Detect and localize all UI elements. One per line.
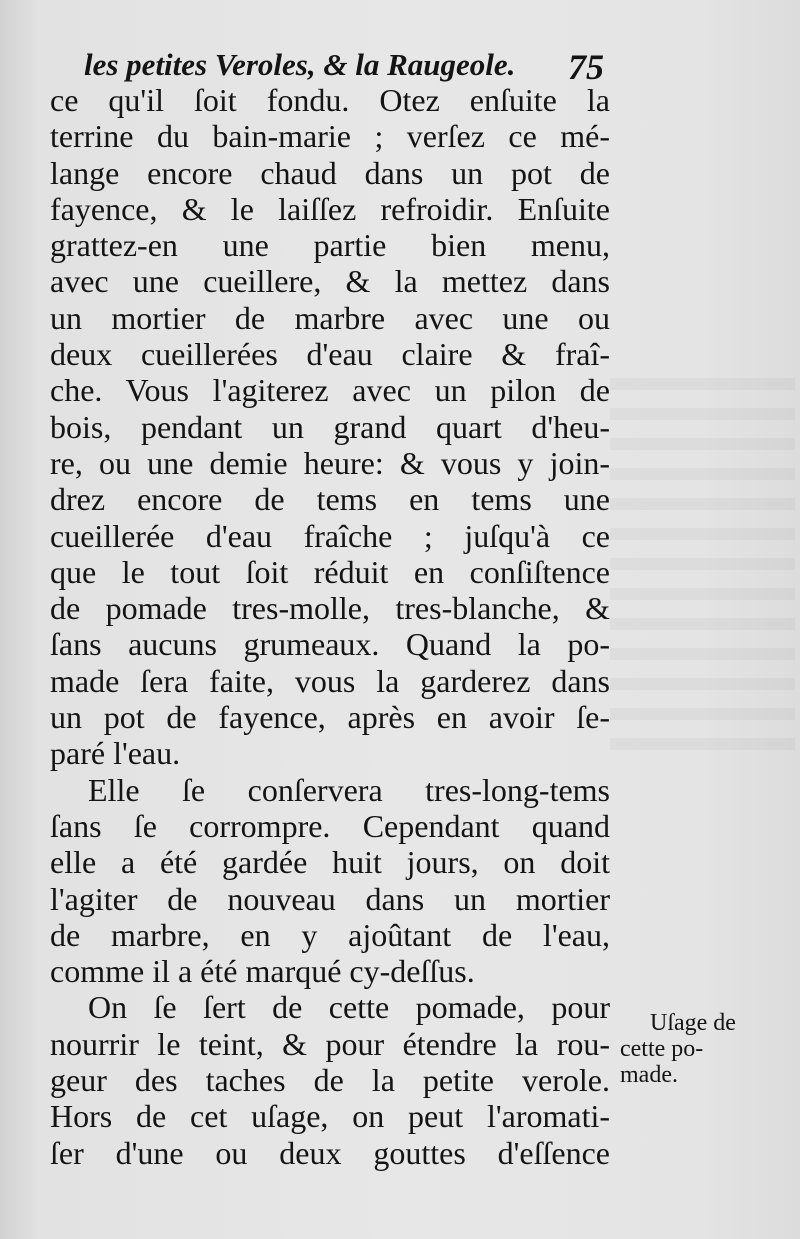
margin-note-line: Uſage de [650, 1010, 736, 1036]
text-line: geur des taches de la petite verole. [50, 1062, 610, 1099]
text-line: fayence, & le laiſſez refroidir. Enſuite [50, 190, 610, 227]
text-line: ce qu'il ſoit fondu. Otez enſuite la [50, 82, 610, 118]
text-line: ſans ſe corrompre. Cependant quand [50, 807, 610, 844]
text-line: nourrir le teint, & pour étendre la rou- [50, 1025, 610, 1062]
text-line: que le tout ſoit réduit en conſiſtence [50, 553, 610, 590]
running-title: les petites Veroles, & la Raugeole. [84, 47, 516, 82]
text-line: Hors de cet uſage, on peut l'aromati- [50, 1098, 610, 1135]
text-line: comme il a été marqué cy-deſſus. [50, 953, 475, 990]
text-line: l'agiter de nouveau dans un mortier [50, 880, 610, 917]
text-line: made ſera faite, vous la garderez dans [50, 662, 610, 699]
text-line: ſer d'une ou deux gouttes d'eſſence [50, 1134, 610, 1171]
text-line: che. Vous l'agiterez avec un pilon de [50, 372, 610, 409]
text-line: On ſe ſert de cette pomade, pour [88, 989, 610, 1026]
bleed-through-shadow [610, 360, 795, 760]
text-line: drez encore de tems en tems une [50, 481, 610, 518]
text-line: re, ou une demie heure: & vous y join- [50, 444, 610, 481]
margin-note [620, 1010, 770, 1088]
text-line: terrine du bain-marie ; verſez ce mé- [50, 118, 610, 155]
text-line: elle a été gardée huit jours, on doit [50, 844, 610, 881]
text-line: bois, pendant un grand quart d'heu- [50, 408, 610, 445]
text-line: Elle ſe conſervera tres-long-tems [88, 771, 610, 808]
text-line: de pomade tres-molle, tres-blanche, & [50, 590, 610, 627]
page-number: 75 [568, 47, 604, 87]
text-line: deux cueillerées d'eau claire & fraî- [50, 336, 610, 373]
text-line: grattez-en une partie bien menu, [50, 227, 610, 264]
margin-note-line: cette po- [620, 1036, 704, 1062]
body-text [50, 82, 610, 1171]
text-line: un pot de fayence, après en avoir ſe- [50, 699, 610, 736]
text-line: de marbre, en y ajoûtant de l'eau, [50, 916, 610, 953]
text-line: cueillerée d'eau fraîche ; juſqu'à ce [50, 517, 610, 554]
text-line: ſans aucuns grumeaux. Quand la po- [50, 626, 610, 663]
text-line: lange encore chaud dans un pot de [50, 154, 610, 191]
margin-note-line: made. [620, 1062, 678, 1088]
text-line: un mortier de marbre avec une ou [50, 299, 610, 336]
text-line: avec une cueillere, & la mettez dans [50, 263, 610, 300]
text-line: paré l'eau. [50, 735, 181, 772]
